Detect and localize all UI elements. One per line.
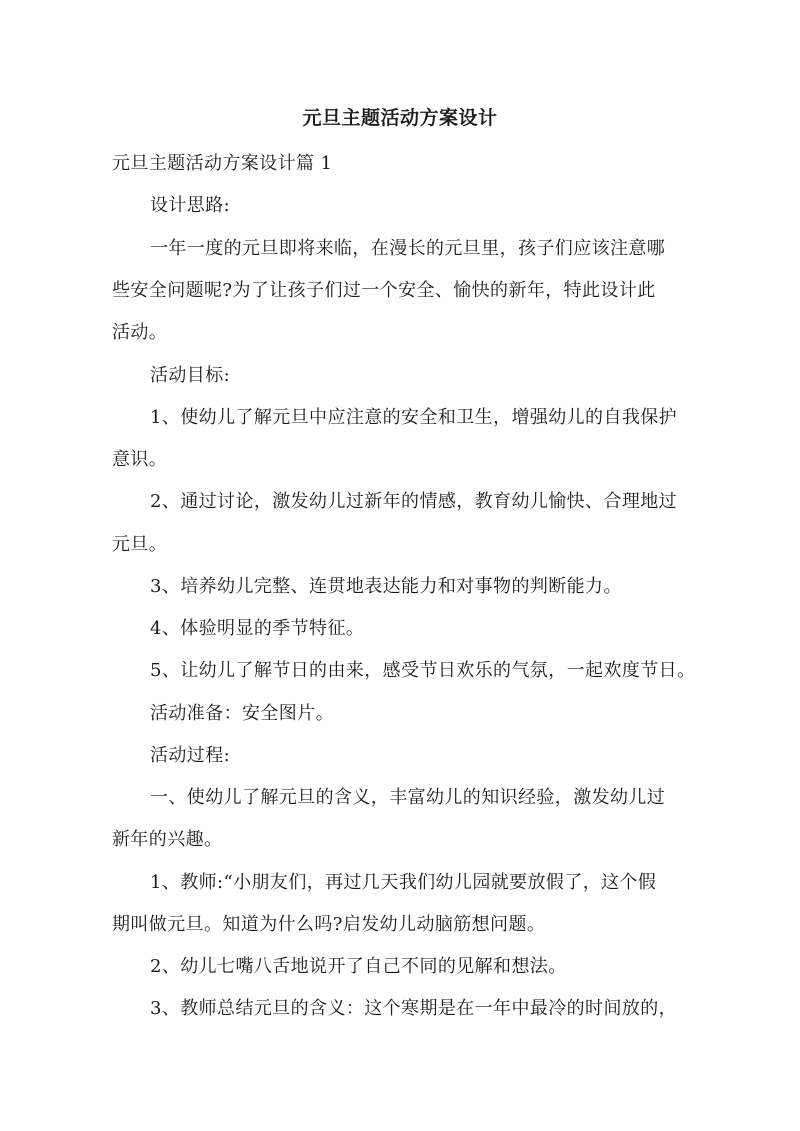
section-heading: 元旦主题活动方案设计篇 1: [112, 153, 333, 174]
paragraph-line: 期叫做元旦。知道为什么吗?启发幼儿动脑筋想问题。: [112, 914, 546, 935]
paragraph-line: 元旦。: [112, 534, 168, 555]
paragraph-line: 活动目标:: [150, 365, 231, 386]
document-title: 元旦主题活动方案设计: [302, 107, 498, 129]
paragraph-line: 4、体验明显的季节特征。: [150, 618, 365, 639]
paragraph-line: 活动。: [112, 322, 168, 343]
paragraph-line: 新年的兴趣。: [112, 829, 223, 850]
paragraph-line: 意识。: [112, 449, 168, 470]
paragraph-line: 5、让幼儿了解节日的由来，感受节日欢乐的气氛，一起欢度节日。: [150, 660, 696, 681]
paragraph-line: 活动准备：安全图片。: [150, 703, 334, 724]
paragraph-line: 2、通过讨论，激发幼儿过新年的情感，教育幼儿愉快、合理地过: [150, 491, 678, 512]
paragraph-line: 一年一度的元旦即将来临，在漫长的元旦里，孩子们应该注意哪: [150, 238, 666, 259]
paragraph-line: 些安全问题呢?为了让孩子们过一个安全、愉快的新年，特此设计此: [112, 280, 656, 301]
paragraph-line: 3、培养幼儿完整、连贯地表达能力和对事物的判断能力。: [150, 576, 622, 597]
paragraph-line: 1、使幼儿了解元旦中应注意的安全和卫生，增强幼儿的自我保护: [150, 407, 678, 428]
paragraph-line: 2、幼儿七嘴八舌地说开了自己不同的见解和想法。: [150, 956, 567, 977]
paragraph-line: 活动过程:: [150, 745, 231, 766]
paragraph-line: 1、教师:“小朋友们，再过几天我们幼儿园就要放假了，这个假: [150, 872, 657, 893]
paragraph-line: 一、使幼儿了解元旦的含义，丰富幼儿的知识经验，激发幼儿过: [150, 787, 666, 808]
paragraph-line: 3、教师总结元旦的含义：这个寒期是在一年中最冷的时间放的，: [150, 998, 678, 1019]
paragraph-line: 设计思路:: [150, 195, 231, 216]
